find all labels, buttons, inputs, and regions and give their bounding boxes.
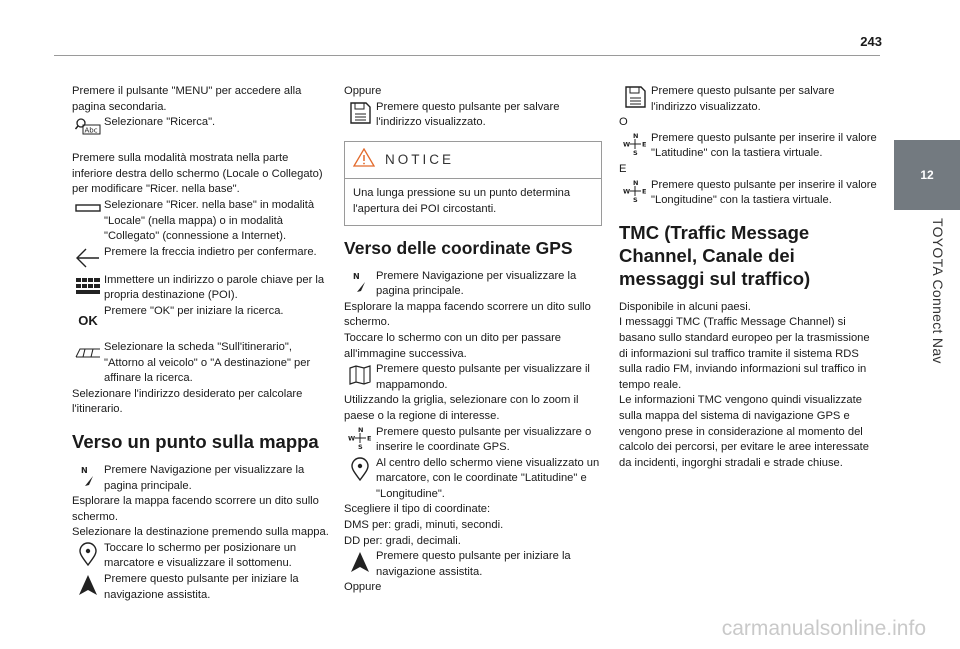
paragraph: O xyxy=(619,116,628,129)
icon-row xyxy=(72,198,330,245)
icon-row xyxy=(72,340,330,387)
svg-text:S: S xyxy=(358,442,363,450)
icon-row xyxy=(72,245,330,273)
compass-coordinates-icon xyxy=(619,131,651,159)
paragraph: DMS per: gradi, minuti, secondi. xyxy=(344,519,504,532)
paragraph: Scegliere il tipo di coordinate: xyxy=(344,503,491,516)
paragraph: Premere sulla modalità mostrata nella parte inferiore destra dello schermo (Locale o Collegato) per modificare "Ricer. nella base". xyxy=(72,152,323,196)
section-heading: Verso un punto sulla mappa xyxy=(72,430,319,452)
notice-text: Una lunga pressione su un punto determina l'apertura dei POI circostanti. xyxy=(353,187,571,215)
paragraph: Oppure xyxy=(344,581,382,594)
column-3 xyxy=(619,84,877,471)
page-number: 243 xyxy=(860,34,882,49)
svg-text:S: S xyxy=(633,148,638,156)
compass-coordinates-icon xyxy=(344,425,376,453)
paragraph: Premere questo pulsante per iniziare la navigazione assistita. xyxy=(376,550,571,578)
abc-label: Abc xyxy=(84,126,98,135)
warning-icon xyxy=(353,148,375,173)
svg-text:S: S xyxy=(633,195,638,203)
svg-text:E: E xyxy=(642,187,647,196)
svg-text:N: N xyxy=(81,465,88,475)
paragraph: I messaggi TMC (Traffic Message Channel) si basano sullo standard europeo per la trasmissione di informazioni sul traffico tramite il sistema RDS sulla radio FM, inviando informazioni sul traffico in tempo reale. xyxy=(619,316,870,391)
section-heading: TMC (Traffic Message Channel, Canale dei messaggi sul traffico) xyxy=(619,221,811,289)
notice-header xyxy=(345,142,601,180)
paragraph: Al centro dello schermo viene visualizzato un marcatore, con le coordinate "Latitudine" e "Longitudine". xyxy=(376,456,600,500)
icon-row xyxy=(344,549,602,580)
icon-row xyxy=(344,425,602,456)
paragraph: Disponibile in alcuni paesi. xyxy=(619,300,751,313)
save-icon xyxy=(344,100,376,128)
paragraph: Selezionare "Ricer. nella base" in modalità "Locale" (nella mappa) o in modalità "Collegato" (connessione a Internet). xyxy=(104,198,315,243)
rectangle-bar-icon xyxy=(72,198,104,226)
icon-row xyxy=(619,84,877,115)
paragraph: Premere il pulsante "MENU" per accedere alla pagina secondaria. xyxy=(72,85,302,113)
compass-coordinates-icon xyxy=(619,178,651,206)
icon-row xyxy=(72,463,330,494)
column-1 xyxy=(72,84,330,603)
map-marker-icon xyxy=(72,541,104,569)
icon-row xyxy=(72,304,330,332)
paragraph: Premere questo pulsante per salvare l'indirizzo visualizzato. xyxy=(651,85,835,113)
paragraph: Selezionare "Ricerca". xyxy=(104,116,216,129)
paragraph: Premere "OK" per iniziare la ricerca. xyxy=(104,304,284,317)
icon-row xyxy=(344,456,602,503)
icon-row xyxy=(344,269,602,300)
icon-row xyxy=(72,541,330,572)
svg-text:W: W xyxy=(623,140,631,149)
svg-text:N: N xyxy=(633,178,639,187)
icon-row xyxy=(344,100,602,131)
svg-text:N: N xyxy=(633,131,639,140)
notice-title: NOTICE xyxy=(385,152,455,168)
paragraph: Selezionare la scheda "Sull'itinerario", "Attorno al veicolo" o "A destinazione" per affinare la ricerca. xyxy=(104,340,311,385)
paragraph: Esplorare la mappa facendo scorrere un dito sullo schermo. xyxy=(344,300,591,329)
navigation-icon xyxy=(344,269,376,297)
search-abc-icon xyxy=(72,115,104,143)
svg-text:W: W xyxy=(348,434,356,442)
paragraph: DD per: gradi, decimali. xyxy=(344,534,461,547)
ok-label: OK xyxy=(78,312,98,328)
start-navigation-icon xyxy=(344,549,376,577)
column-2 xyxy=(344,84,602,596)
paragraph: Esplorare la mappa facendo scorrere un dito sullo schermo. xyxy=(72,495,319,523)
navigation-icon xyxy=(72,463,104,491)
save-icon xyxy=(619,84,651,112)
paragraph: Le informazioni TMC vengono quindi visualizzate sulla mappa del sistema di navigazione GPS e vengono prese in considerazione al momento del calcolo dei percorsi, per evitare le aree interessate da incidenti, ingorghi stradali e strade chiuse. xyxy=(619,394,869,469)
svg-text:W: W xyxy=(623,187,631,196)
paragraph: Selezionare la destinazione premendo sulla mappa. xyxy=(72,526,329,539)
chapter-tab[interactable]: 12 xyxy=(894,140,960,210)
chapter-title: TOYOTA Connect Nav xyxy=(930,218,946,364)
paragraph: Premere questo pulsante per inserire il valore "Longitudine" con la tastiera virtuale. xyxy=(651,178,877,207)
paragraph: Toccare lo schermo con un dito per passare all'immagine successiva. xyxy=(344,331,562,360)
paragraph: Premere questo pulsante per iniziare la navigazione assistita. xyxy=(104,573,299,601)
paragraph: Selezionare l'indirizzo desiderato per calcolare l'itinerario. xyxy=(72,387,303,416)
paragraph: Premere questo pulsante per visualizzare o inserire le coordinate GPS. xyxy=(376,425,592,454)
svg-text:E: E xyxy=(642,140,647,149)
paragraph: Premere Navigazione per visualizzare la pagina principale. xyxy=(104,463,305,492)
tabs-icon xyxy=(72,340,104,368)
svg-text:N: N xyxy=(358,425,364,434)
icon-row xyxy=(619,131,877,162)
map-marker-icon xyxy=(344,456,376,484)
icon-row xyxy=(619,178,877,209)
paragraph: Utilizzando la griglia, selezionare con lo zoom il paese o la regione di interesse. xyxy=(344,394,579,422)
ok-icon xyxy=(72,304,104,332)
paragraph: Toccare lo schermo per posizionare un marcatore e visualizzare il sottomenu. xyxy=(104,541,297,570)
paragraph: Oppure xyxy=(344,85,382,97)
paragraph: Premere questo pulsante per inserire il valore "Latitudine" con la tastiera virtuale. xyxy=(651,131,877,160)
paragraph: E xyxy=(619,162,627,175)
icon-row xyxy=(72,572,330,603)
icon-row xyxy=(344,362,602,393)
start-navigation-icon xyxy=(72,572,104,600)
paragraph: Premere questo pulsante per visualizzare il mappamondo. xyxy=(376,363,590,391)
section-heading: Verso delle coordinate GPS xyxy=(344,237,573,258)
paragraph: Immettere un indirizzo o parole chiave per la propria destinazione (POI). xyxy=(104,273,325,302)
svg-text:E: E xyxy=(367,434,372,442)
world-map-icon xyxy=(344,362,376,390)
paragraph: Premere la freccia indietro per confermare. xyxy=(104,245,317,258)
paragraph: Premere questo pulsante per salvare l'indirizzo visualizzato. xyxy=(376,100,560,129)
back-arrow-icon xyxy=(72,245,104,273)
header-rule xyxy=(54,55,880,56)
keyboard-icon xyxy=(72,273,104,301)
paragraph: Premere Navigazione per visualizzare la pagina principale. xyxy=(376,269,577,298)
icon-row xyxy=(72,273,330,304)
notice-box xyxy=(344,141,602,226)
svg-text:N: N xyxy=(353,271,360,281)
icon-row xyxy=(72,115,330,143)
watermark: carmanualsonline.info xyxy=(721,617,926,640)
